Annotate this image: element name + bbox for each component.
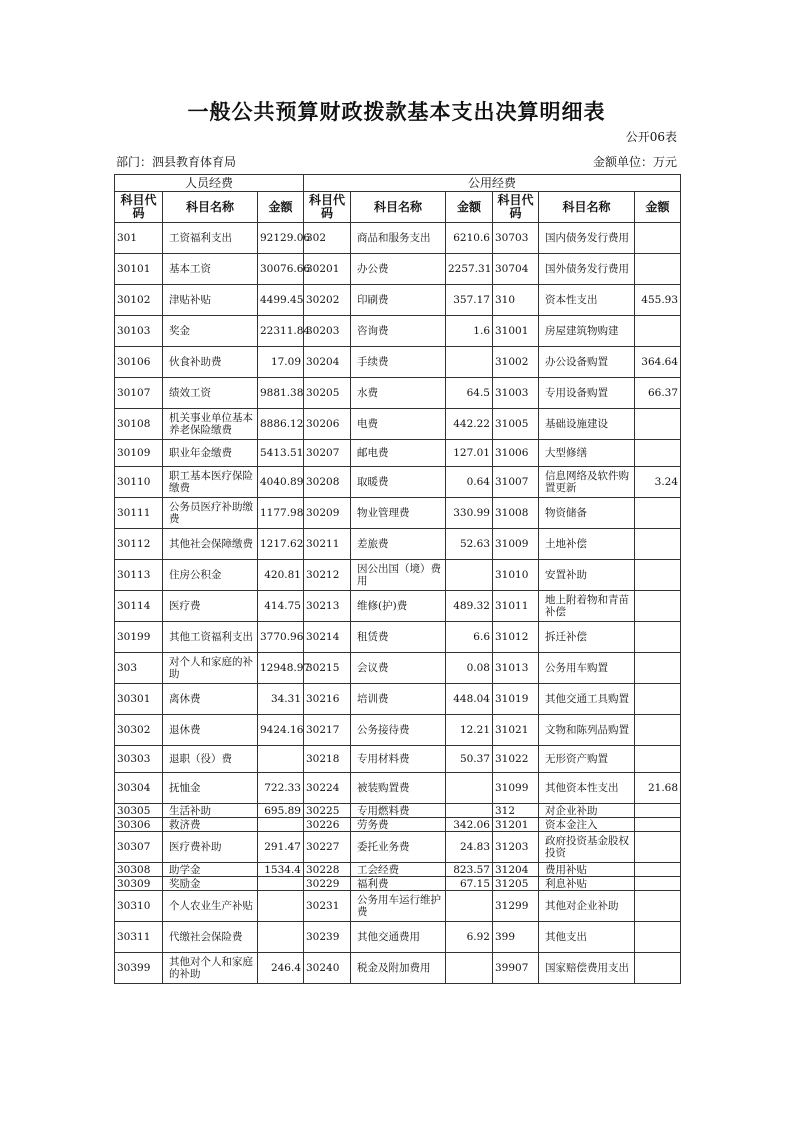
row-amount (635, 440, 681, 467)
row-code: 30204 (304, 347, 351, 378)
row-amount: 6210.6 (446, 223, 493, 254)
row-code: 30208 (304, 467, 351, 498)
row-code: 30231 (304, 891, 351, 922)
row-name: 房屋建筑物购建 (539, 316, 635, 347)
row-name: 生活补助 (163, 804, 258, 818)
row-code: 30212 (304, 560, 351, 591)
row-amount: 127.01 (446, 440, 493, 467)
row-amount (446, 804, 493, 818)
row-code: 31205 (493, 877, 539, 891)
table-row (115, 891, 681, 922)
row-amount (635, 832, 681, 863)
row-code: 31001 (493, 316, 539, 347)
row-code: 312 (493, 804, 539, 818)
row-code: 30201 (304, 254, 351, 285)
row-name: 印刷费 (351, 285, 446, 316)
row-name: 手续费 (351, 347, 446, 378)
row-amount (635, 223, 681, 254)
row-code: 30302 (115, 715, 163, 746)
row-amount: 67.15 (446, 877, 493, 891)
row-amount (446, 773, 493, 804)
row-code: 30703 (493, 223, 539, 254)
column-header-code: 科目代码 (304, 192, 351, 223)
row-amount: 6.92 (446, 922, 493, 953)
row-code: 30214 (304, 622, 351, 653)
row-amount (635, 591, 681, 622)
row-amount: 246.4 (258, 953, 304, 984)
row-code: 30103 (115, 316, 163, 347)
column-header-amount: 金额 (635, 192, 681, 223)
row-amount: 3.24 (635, 467, 681, 498)
row-name: 其他工资福利支出 (163, 622, 258, 653)
row-amount: 1534.4 (258, 863, 304, 877)
row-amount (635, 498, 681, 529)
row-code: 310 (493, 285, 539, 316)
row-amount: 2257.31 (446, 254, 493, 285)
row-amount: 9881.38 (258, 378, 304, 409)
row-code: 30106 (115, 347, 163, 378)
row-amount: 64.5 (446, 378, 493, 409)
row-amount: 0.08 (446, 653, 493, 684)
row-name: 其他交通工具购置 (539, 684, 635, 715)
row-amount (635, 804, 681, 818)
row-code: 31010 (493, 560, 539, 591)
row-name: 资本金注入 (539, 818, 635, 832)
row-code: 31011 (493, 591, 539, 622)
table-row (115, 746, 681, 773)
row-name: 电费 (351, 409, 446, 440)
row-name: 公务接待费 (351, 715, 446, 746)
column-header-amount: 金额 (446, 192, 493, 223)
row-amount: 1217.62 (258, 529, 304, 560)
row-code: 303 (115, 653, 163, 684)
row-amount: 6.6 (446, 622, 493, 653)
table-row (115, 440, 681, 467)
row-name: 政府投资基金股权投资 (539, 832, 635, 863)
row-code: 30225 (304, 804, 351, 818)
row-amount: 22311.84 (258, 316, 304, 347)
row-code: 30399 (115, 953, 163, 984)
row-code: 31007 (493, 467, 539, 498)
row-name: 会议费 (351, 653, 446, 684)
row-amount: 291.47 (258, 832, 304, 863)
row-code: 302 (304, 223, 351, 254)
row-code: 30311 (115, 922, 163, 953)
row-code: 31201 (493, 818, 539, 832)
row-code: 30101 (115, 254, 163, 285)
row-amount (635, 891, 681, 922)
row-amount (635, 653, 681, 684)
row-amount (635, 560, 681, 591)
row-name: 绩效工资 (163, 378, 258, 409)
row-name: 培训费 (351, 684, 446, 715)
row-amount: 24.83 (446, 832, 493, 863)
row-code: 30304 (115, 773, 163, 804)
row-amount (635, 622, 681, 653)
row-amount (258, 877, 304, 891)
row-code: 30218 (304, 746, 351, 773)
row-amount: 4499.45 (258, 285, 304, 316)
row-name: 其他对个人和家庭的补助 (163, 953, 258, 984)
row-code: 30309 (115, 877, 163, 891)
row-name: 其他资本性支出 (539, 773, 635, 804)
row-amount (635, 863, 681, 877)
row-code: 31203 (493, 832, 539, 863)
row-name: 无形资产购置 (539, 746, 635, 773)
row-amount: 489.32 (446, 591, 493, 622)
table-row (115, 347, 681, 378)
row-amount (635, 684, 681, 715)
row-name: 其他社会保障缴费 (163, 529, 258, 560)
row-name: 水费 (351, 378, 446, 409)
row-code: 30113 (115, 560, 163, 591)
row-code: 31204 (493, 863, 539, 877)
row-code: 30110 (115, 467, 163, 498)
row-name: 抚恤金 (163, 773, 258, 804)
row-name: 其他支出 (539, 922, 635, 953)
row-amount: 92129.06 (258, 223, 304, 254)
row-amount: 330.99 (446, 498, 493, 529)
row-code: 31019 (493, 684, 539, 715)
row-amount: 0.64 (446, 467, 493, 498)
row-code: 30229 (304, 877, 351, 891)
row-code: 31099 (493, 773, 539, 804)
row-amount: 66.37 (635, 378, 681, 409)
row-amount (635, 818, 681, 832)
row-name: 利息补贴 (539, 877, 635, 891)
row-code: 31003 (493, 378, 539, 409)
column-header-name: 科目名称 (351, 192, 446, 223)
row-amount: 34.31 (258, 684, 304, 715)
row-code: 30305 (115, 804, 163, 818)
row-name: 退职（役）费 (163, 746, 258, 773)
row-amount (446, 347, 493, 378)
table-row (115, 863, 681, 877)
row-name: 专用燃料费 (351, 804, 446, 818)
row-amount: 448.04 (446, 684, 493, 715)
row-amount: 455.93 (635, 285, 681, 316)
row-name: 津贴补贴 (163, 285, 258, 316)
row-code: 31009 (493, 529, 539, 560)
table-row (115, 560, 681, 591)
table-row (115, 818, 681, 832)
table-row (115, 529, 681, 560)
row-code: 31022 (493, 746, 539, 773)
row-code: 30203 (304, 316, 351, 347)
column-header-amount: 金额 (258, 192, 304, 223)
table-row (115, 684, 681, 715)
row-amount: 823.57 (446, 863, 493, 877)
row-amount: 9424.16 (258, 715, 304, 746)
table-row (115, 223, 681, 254)
row-name: 国内债务发行费用 (539, 223, 635, 254)
column-header-code: 科目代码 (493, 192, 539, 223)
row-amount: 722.33 (258, 773, 304, 804)
table-row (115, 877, 681, 891)
row-name: 商品和服务支出 (351, 223, 446, 254)
page-title: 一般公共预算财政拨款基本支出决算明细表 (187, 99, 606, 124)
row-code: 30112 (115, 529, 163, 560)
row-code: 30224 (304, 773, 351, 804)
row-amount (635, 529, 681, 560)
row-name: 助学金 (163, 863, 258, 877)
row-code: 30704 (493, 254, 539, 285)
row-name: 国外债务发行费用 (539, 254, 635, 285)
row-amount (635, 316, 681, 347)
row-name: 办公费 (351, 254, 446, 285)
row-name: 物业管理费 (351, 498, 446, 529)
row-amount (258, 922, 304, 953)
row-name: 邮电费 (351, 440, 446, 467)
row-code: 31006 (493, 440, 539, 467)
row-amount (446, 891, 493, 922)
row-code: 30199 (115, 622, 163, 653)
row-name: 对个人和家庭的补助 (163, 653, 258, 684)
row-amount (258, 818, 304, 832)
row-code: 30111 (115, 498, 163, 529)
row-name: 信息网络及软件购置更新 (539, 467, 635, 498)
row-amount: 414.75 (258, 591, 304, 622)
row-name: 其他对企业补助 (539, 891, 635, 922)
row-name: 被装购置费 (351, 773, 446, 804)
row-name: 地上附着物和青苗补偿 (539, 591, 635, 622)
row-amount: 8886.12 (258, 409, 304, 440)
row-amount (446, 560, 493, 591)
row-amount: 342.06 (446, 818, 493, 832)
row-code: 30213 (304, 591, 351, 622)
row-name: 公务员医疗补助缴费 (163, 498, 258, 529)
table-row (115, 378, 681, 409)
row-name: 咨询费 (351, 316, 446, 347)
row-code: 30303 (115, 746, 163, 773)
row-name: 资本性支出 (539, 285, 635, 316)
row-amount (635, 715, 681, 746)
row-code: 30226 (304, 818, 351, 832)
row-code: 31008 (493, 498, 539, 529)
row-code: 31012 (493, 622, 539, 653)
row-amount: 364.64 (635, 347, 681, 378)
row-name: 文物和陈列品购置 (539, 715, 635, 746)
row-code: 31013 (493, 653, 539, 684)
table-row (115, 622, 681, 653)
row-amount: 12948.97 (258, 653, 304, 684)
row-name: 代缴社会保险费 (163, 922, 258, 953)
row-name: 离休费 (163, 684, 258, 715)
table-row (115, 316, 681, 347)
row-amount (446, 953, 493, 984)
row-name: 伙食补助费 (163, 347, 258, 378)
row-amount (635, 409, 681, 440)
row-name: 机关事业单位基本养老保险缴费 (163, 409, 258, 440)
row-name: 职工基本医疗保险缴费 (163, 467, 258, 498)
row-code: 30108 (115, 409, 163, 440)
row-name: 办公设备购置 (539, 347, 635, 378)
row-amount: 1177.98 (258, 498, 304, 529)
row-amount: 3770.96 (258, 622, 304, 653)
row-name: 住房公积金 (163, 560, 258, 591)
row-name: 工会经费 (351, 863, 446, 877)
row-name: 委托业务费 (351, 832, 446, 863)
row-name: 工资福利支出 (163, 223, 258, 254)
row-name: 职业年金缴费 (163, 440, 258, 467)
column-header-name: 科目名称 (163, 192, 258, 223)
table-row (115, 285, 681, 316)
expenditure-table (114, 174, 681, 984)
row-name: 费用补贴 (539, 863, 635, 877)
row-amount: 420.81 (258, 560, 304, 591)
row-code: 30114 (115, 591, 163, 622)
row-code: 39907 (493, 953, 539, 984)
row-code: 30307 (115, 832, 163, 863)
row-amount (635, 746, 681, 773)
row-name: 差旅费 (351, 529, 446, 560)
row-name: 医疗费 (163, 591, 258, 622)
row-code: 30310 (115, 891, 163, 922)
row-code: 30211 (304, 529, 351, 560)
row-code: 31021 (493, 715, 539, 746)
row-name: 安置补助 (539, 560, 635, 591)
row-name: 个人农业生产补贴 (163, 891, 258, 922)
table-row (115, 467, 681, 498)
group-header-personnel: 人员经费 (115, 175, 304, 192)
group-header-public: 公用经费 (304, 175, 681, 192)
column-header-name: 科目名称 (539, 192, 635, 223)
row-code: 30207 (304, 440, 351, 467)
row-code: 399 (493, 922, 539, 953)
row-amount: 357.17 (446, 285, 493, 316)
row-name: 救济费 (163, 818, 258, 832)
table-row (115, 498, 681, 529)
row-code: 30216 (304, 684, 351, 715)
row-amount: 17.09 (258, 347, 304, 378)
row-name: 基础设施建设 (539, 409, 635, 440)
row-amount (258, 746, 304, 773)
row-amount: 5413.51 (258, 440, 304, 467)
row-code: 30239 (304, 922, 351, 953)
row-code: 30209 (304, 498, 351, 529)
row-name: 国家赔偿费用支出 (539, 953, 635, 984)
row-code: 30205 (304, 378, 351, 409)
row-name: 公务用车购置 (539, 653, 635, 684)
row-code: 30306 (115, 818, 163, 832)
table-row (115, 715, 681, 746)
row-amount: 1.6 (446, 316, 493, 347)
row-code: 30301 (115, 684, 163, 715)
row-code: 30202 (304, 285, 351, 316)
table-row (115, 922, 681, 953)
row-code: 30308 (115, 863, 163, 877)
row-amount: 21.68 (635, 773, 681, 804)
row-name: 对企业补助 (539, 804, 635, 818)
row-name: 其他交通费用 (351, 922, 446, 953)
row-amount (258, 891, 304, 922)
row-amount (635, 953, 681, 984)
row-name: 土地补偿 (539, 529, 635, 560)
table-row (115, 254, 681, 285)
row-code: 30240 (304, 953, 351, 984)
row-code: 31299 (493, 891, 539, 922)
table-row (115, 804, 681, 818)
row-amount (635, 254, 681, 285)
row-name: 基本工资 (163, 254, 258, 285)
row-name: 维修(护)费 (351, 591, 446, 622)
row-code: 31002 (493, 347, 539, 378)
row-code: 30102 (115, 285, 163, 316)
row-code: 30215 (304, 653, 351, 684)
row-name: 专用材料费 (351, 746, 446, 773)
row-name: 税金及附加费用 (351, 953, 446, 984)
row-name: 取暖费 (351, 467, 446, 498)
row-amount: 52.63 (446, 529, 493, 560)
department-label: 部门：泗县教育体育局 (116, 155, 237, 169)
table-row (115, 409, 681, 440)
amount-unit-label: 金额单位：万元 (592, 155, 677, 169)
row-code: 30109 (115, 440, 163, 467)
row-name: 奖金 (163, 316, 258, 347)
row-code: 30228 (304, 863, 351, 877)
table-row (115, 591, 681, 622)
row-name: 公务用车运行维护费 (351, 891, 446, 922)
row-code: 30107 (115, 378, 163, 409)
table-row (115, 773, 681, 804)
row-code: 30217 (304, 715, 351, 746)
row-amount (635, 877, 681, 891)
row-amount: 442.22 (446, 409, 493, 440)
row-name: 奖励金 (163, 877, 258, 891)
row-amount (635, 922, 681, 953)
table-row (115, 832, 681, 863)
row-name: 专用设备购置 (539, 378, 635, 409)
row-name: 退休费 (163, 715, 258, 746)
column-header-code: 科目代码 (115, 192, 163, 223)
row-code: 30206 (304, 409, 351, 440)
row-name: 医疗费补助 (163, 832, 258, 863)
row-amount: 695.89 (258, 804, 304, 818)
row-name: 拆迁补偿 (539, 622, 635, 653)
row-name: 劳务费 (351, 818, 446, 832)
row-name: 物资储备 (539, 498, 635, 529)
row-amount: 30076.66 (258, 254, 304, 285)
row-amount: 12.21 (446, 715, 493, 746)
row-code: 30227 (304, 832, 351, 863)
row-name: 租赁费 (351, 622, 446, 653)
row-amount: 4040.89 (258, 467, 304, 498)
row-code: 301 (115, 223, 163, 254)
form-number: 公开06表 (625, 130, 677, 144)
row-name: 因公出国（境）费用 (351, 560, 446, 591)
table-row (115, 953, 681, 984)
row-amount: 50.37 (446, 746, 493, 773)
table-row (115, 653, 681, 684)
row-name: 福利费 (351, 877, 446, 891)
row-name: 大型修缮 (539, 440, 635, 467)
row-code: 31005 (493, 409, 539, 440)
